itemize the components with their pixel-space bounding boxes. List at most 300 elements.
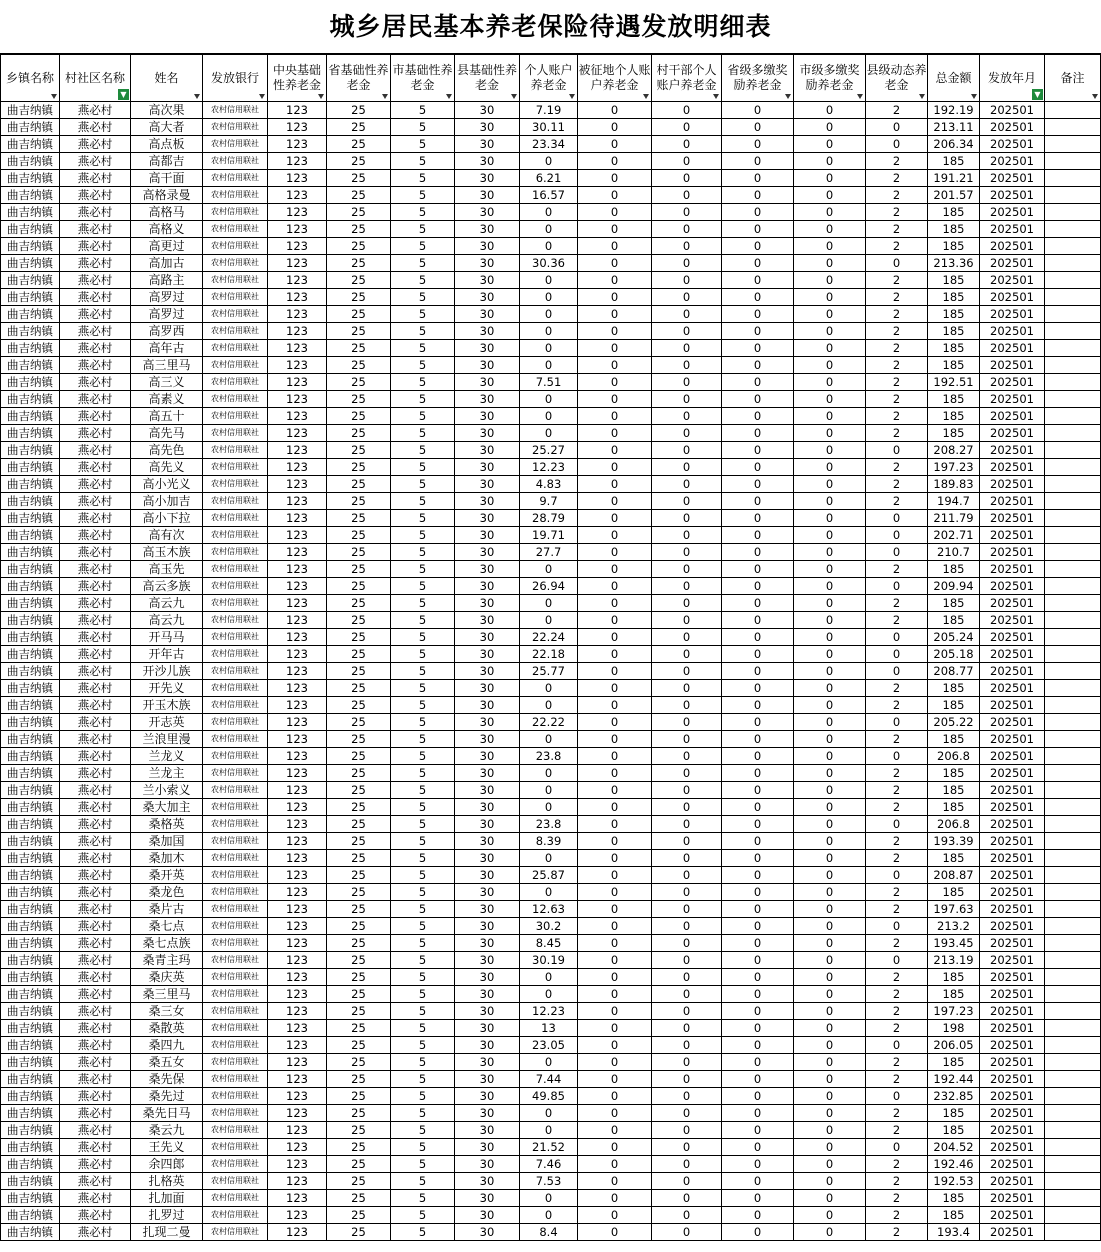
- table-cell[interactable]: 0: [520, 680, 578, 697]
- table-cell[interactable]: 7.51: [520, 374, 578, 391]
- table-cell[interactable]: 农村信用联社: [203, 646, 268, 663]
- table-cell[interactable]: 25: [327, 867, 391, 884]
- table-cell[interactable]: 0: [520, 1190, 578, 1207]
- table-cell[interactable]: 0: [578, 561, 652, 578]
- table-cell[interactable]: 曲吉纳镇: [1, 901, 60, 918]
- table-cell[interactable]: 0: [520, 884, 578, 901]
- table-cell[interactable]: 曲吉纳镇: [1, 697, 60, 714]
- filter-dropdown-icon[interactable]: [51, 94, 57, 99]
- table-cell[interactable]: 0: [722, 731, 794, 748]
- table-cell[interactable]: 30: [455, 1190, 520, 1207]
- table-cell[interactable]: 0: [866, 510, 928, 527]
- table-cell[interactable]: 202501: [980, 782, 1045, 799]
- table-cell[interactable]: 0: [652, 646, 722, 663]
- table-cell[interactable]: 0: [794, 238, 866, 255]
- table-cell[interactable]: [1045, 306, 1101, 323]
- table-cell[interactable]: 0: [794, 697, 866, 714]
- table-cell[interactable]: 开先义: [131, 680, 203, 697]
- table-cell[interactable]: 2: [866, 782, 928, 799]
- table-cell[interactable]: 202501: [980, 1224, 1045, 1241]
- table-cell[interactable]: 25: [327, 731, 391, 748]
- table-cell[interactable]: 0: [866, 714, 928, 731]
- table-cell[interactable]: 2: [866, 561, 928, 578]
- table-cell[interactable]: [1045, 918, 1101, 935]
- table-cell[interactable]: 0: [652, 476, 722, 493]
- table-cell[interactable]: 高更过: [131, 238, 203, 255]
- table-cell[interactable]: 兰龙主: [131, 765, 203, 782]
- table-cell[interactable]: 0: [578, 459, 652, 476]
- table-cell[interactable]: 25: [327, 1173, 391, 1190]
- table-cell[interactable]: 0: [652, 714, 722, 731]
- table-cell[interactable]: 曲吉纳镇: [1, 119, 60, 136]
- table-cell[interactable]: 0: [794, 748, 866, 765]
- table-cell[interactable]: 0: [578, 221, 652, 238]
- table-cell[interactable]: 189.83: [928, 476, 980, 493]
- table-cell[interactable]: 5: [391, 425, 455, 442]
- table-cell[interactable]: 农村信用联社: [203, 323, 268, 340]
- table-cell[interactable]: 农村信用联社: [203, 476, 268, 493]
- table-cell[interactable]: 202501: [980, 918, 1045, 935]
- table-cell[interactable]: 0: [722, 697, 794, 714]
- table-cell[interactable]: 5: [391, 1156, 455, 1173]
- table-cell[interactable]: 0: [652, 1037, 722, 1054]
- table-cell[interactable]: 0: [866, 1139, 928, 1156]
- table-cell[interactable]: 123: [268, 119, 327, 136]
- table-cell[interactable]: 0: [578, 867, 652, 884]
- table-cell[interactable]: 农村信用联社: [203, 578, 268, 595]
- table-cell[interactable]: 0: [520, 561, 578, 578]
- table-cell[interactable]: 2: [866, 697, 928, 714]
- table-cell[interactable]: 0: [578, 850, 652, 867]
- table-cell[interactable]: 曲吉纳镇: [1, 459, 60, 476]
- table-cell[interactable]: 5: [391, 408, 455, 425]
- table-cell[interactable]: 0: [722, 425, 794, 442]
- table-cell[interactable]: 5: [391, 323, 455, 340]
- table-cell[interactable]: 2: [866, 1054, 928, 1071]
- table-cell[interactable]: 燕必村: [60, 884, 131, 901]
- table-cell[interactable]: 0: [794, 391, 866, 408]
- table-cell[interactable]: 燕必村: [60, 238, 131, 255]
- table-cell[interactable]: 燕必村: [60, 1224, 131, 1241]
- table-cell[interactable]: 30: [455, 1020, 520, 1037]
- table-cell[interactable]: 5: [391, 136, 455, 153]
- table-cell[interactable]: 0: [652, 204, 722, 221]
- table-cell[interactable]: 0: [794, 765, 866, 782]
- table-cell[interactable]: 曲吉纳镇: [1, 629, 60, 646]
- table-cell[interactable]: 30: [455, 986, 520, 1003]
- table-cell[interactable]: 185: [928, 1105, 980, 1122]
- table-cell[interactable]: 0: [722, 884, 794, 901]
- table-cell[interactable]: 0: [722, 1156, 794, 1173]
- table-cell[interactable]: 燕必村: [60, 1105, 131, 1122]
- table-cell[interactable]: 0: [794, 1224, 866, 1241]
- table-cell[interactable]: [1045, 629, 1101, 646]
- table-cell[interactable]: 0: [866, 748, 928, 765]
- table-cell[interactable]: 燕必村: [60, 663, 131, 680]
- table-cell[interactable]: 燕必村: [60, 1207, 131, 1224]
- table-cell[interactable]: 123: [268, 901, 327, 918]
- table-cell[interactable]: 曲吉纳镇: [1, 238, 60, 255]
- table-cell[interactable]: 0: [722, 272, 794, 289]
- table-cell[interactable]: 25: [327, 221, 391, 238]
- table-cell[interactable]: 高格马: [131, 204, 203, 221]
- table-cell[interactable]: 123: [268, 408, 327, 425]
- table-cell[interactable]: 0: [722, 442, 794, 459]
- table-cell[interactable]: 30: [455, 204, 520, 221]
- table-cell[interactable]: 123: [268, 272, 327, 289]
- table-cell[interactable]: 25: [327, 935, 391, 952]
- table-cell[interactable]: 123: [268, 646, 327, 663]
- table-cell[interactable]: 185: [928, 782, 980, 799]
- table-cell[interactable]: 0: [866, 663, 928, 680]
- table-cell[interactable]: 曲吉纳镇: [1, 748, 60, 765]
- table-cell[interactable]: 123: [268, 833, 327, 850]
- table-cell[interactable]: [1045, 136, 1101, 153]
- table-cell[interactable]: 123: [268, 663, 327, 680]
- table-cell[interactable]: 2: [866, 1122, 928, 1139]
- table-cell[interactable]: 5: [391, 1224, 455, 1241]
- table-cell[interactable]: 0: [866, 578, 928, 595]
- table-cell[interactable]: 高次果: [131, 102, 203, 119]
- table-cell[interactable]: 202501: [980, 289, 1045, 306]
- table-cell[interactable]: 5: [391, 1071, 455, 1088]
- table-cell[interactable]: 30: [455, 663, 520, 680]
- table-cell[interactable]: 高加古: [131, 255, 203, 272]
- table-cell[interactable]: 0: [652, 816, 722, 833]
- table-cell[interactable]: 2: [866, 272, 928, 289]
- table-cell[interactable]: 曲吉纳镇: [1, 918, 60, 935]
- table-cell[interactable]: 0: [520, 731, 578, 748]
- table-cell[interactable]: 高先义: [131, 459, 203, 476]
- table-cell[interactable]: 0: [578, 1139, 652, 1156]
- table-cell[interactable]: 123: [268, 510, 327, 527]
- table-cell[interactable]: 30: [455, 629, 520, 646]
- table-cell[interactable]: 30: [455, 187, 520, 204]
- table-cell[interactable]: 30.36: [520, 255, 578, 272]
- table-cell[interactable]: 扎现二曼: [131, 1224, 203, 1241]
- table-cell[interactable]: 2: [866, 170, 928, 187]
- table-cell[interactable]: 0: [578, 1105, 652, 1122]
- table-cell[interactable]: 25: [327, 510, 391, 527]
- table-cell[interactable]: [1045, 952, 1101, 969]
- table-cell[interactable]: 25.27: [520, 442, 578, 459]
- table-cell[interactable]: 0: [794, 918, 866, 935]
- table-cell[interactable]: 123: [268, 748, 327, 765]
- table-cell[interactable]: 202501: [980, 459, 1045, 476]
- table-cell[interactable]: 5: [391, 476, 455, 493]
- table-cell[interactable]: 5: [391, 221, 455, 238]
- table-cell[interactable]: [1045, 1037, 1101, 1054]
- table-cell[interactable]: 0: [578, 493, 652, 510]
- table-cell[interactable]: 高罗过: [131, 289, 203, 306]
- table-cell[interactable]: 0: [520, 340, 578, 357]
- table-cell[interactable]: 30: [455, 680, 520, 697]
- table-cell[interactable]: 5: [391, 646, 455, 663]
- table-cell[interactable]: 185: [928, 272, 980, 289]
- table-cell[interactable]: 0: [794, 850, 866, 867]
- table-cell[interactable]: 曲吉纳镇: [1, 1156, 60, 1173]
- table-cell[interactable]: 开马马: [131, 629, 203, 646]
- table-cell[interactable]: 202501: [980, 697, 1045, 714]
- filter-dropdown-icon[interactable]: [382, 94, 388, 99]
- table-cell[interactable]: 农村信用联社: [203, 340, 268, 357]
- table-cell[interactable]: [1045, 425, 1101, 442]
- table-cell[interactable]: 燕必村: [60, 782, 131, 799]
- table-cell[interactable]: 0: [652, 731, 722, 748]
- table-cell[interactable]: 高玉木族: [131, 544, 203, 561]
- table-cell[interactable]: 0: [652, 595, 722, 612]
- table-cell[interactable]: 5: [391, 629, 455, 646]
- table-cell[interactable]: 0: [578, 408, 652, 425]
- table-cell[interactable]: 204.52: [928, 1139, 980, 1156]
- table-cell[interactable]: 高点板: [131, 136, 203, 153]
- table-cell[interactable]: 0: [578, 272, 652, 289]
- table-cell[interactable]: 0: [722, 1207, 794, 1224]
- table-cell[interactable]: [1045, 833, 1101, 850]
- table-cell[interactable]: 0: [652, 306, 722, 323]
- table-cell[interactable]: 192.19: [928, 102, 980, 119]
- table-cell[interactable]: 0: [520, 1054, 578, 1071]
- table-cell[interactable]: 22.24: [520, 629, 578, 646]
- table-cell[interactable]: 25: [327, 255, 391, 272]
- table-cell[interactable]: 高路主: [131, 272, 203, 289]
- table-cell[interactable]: 202501: [980, 1190, 1045, 1207]
- table-cell[interactable]: 5: [391, 1105, 455, 1122]
- table-cell[interactable]: 曲吉纳镇: [1, 799, 60, 816]
- table-cell[interactable]: 高年古: [131, 340, 203, 357]
- table-cell[interactable]: 0: [722, 357, 794, 374]
- table-cell[interactable]: 0: [722, 578, 794, 595]
- table-cell[interactable]: 曲吉纳镇: [1, 765, 60, 782]
- table-cell[interactable]: 0: [652, 357, 722, 374]
- table-cell[interactable]: 2: [866, 935, 928, 952]
- table-cell[interactable]: 曲吉纳镇: [1, 646, 60, 663]
- table-cell[interactable]: [1045, 323, 1101, 340]
- table-cell[interactable]: 农村信用联社: [203, 595, 268, 612]
- table-cell[interactable]: 30: [455, 510, 520, 527]
- table-cell[interactable]: 25: [327, 765, 391, 782]
- table-cell[interactable]: 0: [794, 1054, 866, 1071]
- table-cell[interactable]: 0: [722, 1139, 794, 1156]
- table-cell[interactable]: [1045, 272, 1101, 289]
- table-cell[interactable]: 0: [794, 731, 866, 748]
- table-cell[interactable]: 202501: [980, 1088, 1045, 1105]
- table-cell[interactable]: 0: [578, 578, 652, 595]
- table-cell[interactable]: 0: [794, 1105, 866, 1122]
- table-cell[interactable]: 0: [578, 816, 652, 833]
- table-cell[interactable]: 农村信用联社: [203, 153, 268, 170]
- table-cell[interactable]: 5: [391, 306, 455, 323]
- table-cell[interactable]: 曲吉纳镇: [1, 170, 60, 187]
- table-cell[interactable]: 0: [578, 306, 652, 323]
- table-cell[interactable]: 25: [327, 1224, 391, 1241]
- table-cell[interactable]: 23.8: [520, 816, 578, 833]
- table-cell[interactable]: 0: [866, 119, 928, 136]
- filter-dropdown-icon[interactable]: [643, 94, 649, 99]
- table-cell[interactable]: 30: [455, 969, 520, 986]
- table-cell[interactable]: 曲吉纳镇: [1, 527, 60, 544]
- table-cell[interactable]: 123: [268, 425, 327, 442]
- table-cell[interactable]: 0: [722, 986, 794, 1003]
- table-cell[interactable]: 曲吉纳镇: [1, 408, 60, 425]
- table-cell[interactable]: 185: [928, 306, 980, 323]
- table-cell[interactable]: 5: [391, 680, 455, 697]
- table-cell[interactable]: 0: [722, 765, 794, 782]
- table-cell[interactable]: 曲吉纳镇: [1, 1020, 60, 1037]
- table-cell[interactable]: 0: [794, 306, 866, 323]
- table-cell[interactable]: 燕必村: [60, 476, 131, 493]
- table-cell[interactable]: 0: [722, 969, 794, 986]
- table-cell[interactable]: 0: [722, 1173, 794, 1190]
- table-cell[interactable]: 202501: [980, 442, 1045, 459]
- table-cell[interactable]: 0: [794, 408, 866, 425]
- table-cell[interactable]: 202501: [980, 1207, 1045, 1224]
- table-cell[interactable]: 燕必村: [60, 1088, 131, 1105]
- table-cell[interactable]: 0: [578, 510, 652, 527]
- table-cell[interactable]: [1045, 867, 1101, 884]
- table-cell[interactable]: 农村信用联社: [203, 731, 268, 748]
- table-cell[interactable]: 123: [268, 527, 327, 544]
- table-cell[interactable]: 0: [578, 1122, 652, 1139]
- table-cell[interactable]: 0: [794, 1173, 866, 1190]
- table-cell[interactable]: 30: [455, 867, 520, 884]
- table-cell[interactable]: [1045, 1122, 1101, 1139]
- table-cell[interactable]: 曲吉纳镇: [1, 544, 60, 561]
- table-cell[interactable]: 202501: [980, 510, 1045, 527]
- table-cell[interactable]: 曲吉纳镇: [1, 357, 60, 374]
- table-cell[interactable]: 0: [722, 782, 794, 799]
- table-cell[interactable]: [1045, 391, 1101, 408]
- table-cell[interactable]: 燕必村: [60, 544, 131, 561]
- table-cell[interactable]: 0: [722, 629, 794, 646]
- table-cell[interactable]: 192.46: [928, 1156, 980, 1173]
- table-cell[interactable]: 农村信用联社: [203, 1071, 268, 1088]
- table-cell[interactable]: 30: [455, 833, 520, 850]
- table-cell[interactable]: 高罗过: [131, 306, 203, 323]
- table-cell[interactable]: 30: [455, 408, 520, 425]
- table-cell[interactable]: 曲吉纳镇: [1, 1037, 60, 1054]
- table-cell[interactable]: 曲吉纳镇: [1, 289, 60, 306]
- table-cell[interactable]: 0: [578, 476, 652, 493]
- table-cell[interactable]: 0: [794, 578, 866, 595]
- table-cell[interactable]: 0: [866, 1037, 928, 1054]
- table-cell[interactable]: 2: [866, 1224, 928, 1241]
- table-cell[interactable]: 30: [455, 1122, 520, 1139]
- table-cell[interactable]: 燕必村: [60, 850, 131, 867]
- table-cell[interactable]: 0: [794, 952, 866, 969]
- table-cell[interactable]: [1045, 1224, 1101, 1241]
- table-cell[interactable]: 25: [327, 1003, 391, 1020]
- table-cell[interactable]: 0: [578, 1224, 652, 1241]
- table-cell[interactable]: 2: [866, 799, 928, 816]
- table-cell[interactable]: 2: [866, 765, 928, 782]
- table-cell[interactable]: 农村信用联社: [203, 1003, 268, 1020]
- table-cell[interactable]: 燕必村: [60, 714, 131, 731]
- filter-active-icon[interactable]: ▼: [1032, 89, 1043, 100]
- table-cell[interactable]: 0: [520, 765, 578, 782]
- table-cell[interactable]: 7.46: [520, 1156, 578, 1173]
- table-cell[interactable]: [1045, 1190, 1101, 1207]
- table-cell[interactable]: 25: [327, 1088, 391, 1105]
- table-cell[interactable]: 2: [866, 884, 928, 901]
- table-cell[interactable]: 202501: [980, 1071, 1045, 1088]
- table-cell[interactable]: 25: [327, 969, 391, 986]
- table-cell[interactable]: 农村信用联社: [203, 833, 268, 850]
- table-cell[interactable]: 123: [268, 680, 327, 697]
- table-cell[interactable]: 0: [652, 799, 722, 816]
- table-cell[interactable]: 202501: [980, 663, 1045, 680]
- table-cell[interactable]: 0: [794, 1037, 866, 1054]
- table-cell[interactable]: 燕必村: [60, 595, 131, 612]
- table-cell[interactable]: 农村信用联社: [203, 272, 268, 289]
- table-cell[interactable]: 8.39: [520, 833, 578, 850]
- table-cell[interactable]: 0: [866, 136, 928, 153]
- table-cell[interactable]: 曲吉纳镇: [1, 153, 60, 170]
- table-cell[interactable]: 202501: [980, 425, 1045, 442]
- table-cell[interactable]: 25: [327, 1105, 391, 1122]
- table-cell[interactable]: 30: [455, 306, 520, 323]
- table-cell[interactable]: 0: [722, 221, 794, 238]
- table-cell[interactable]: 余四郎: [131, 1156, 203, 1173]
- table-cell[interactable]: 0: [794, 476, 866, 493]
- table-cell[interactable]: 燕必村: [60, 833, 131, 850]
- table-cell[interactable]: 0: [794, 969, 866, 986]
- table-cell[interactable]: 5: [391, 255, 455, 272]
- table-cell[interactable]: 曲吉纳镇: [1, 1071, 60, 1088]
- table-cell[interactable]: 2: [866, 1207, 928, 1224]
- table-cell[interactable]: 曲吉纳镇: [1, 323, 60, 340]
- table-cell[interactable]: 桑云九: [131, 1122, 203, 1139]
- table-cell[interactable]: 0: [578, 884, 652, 901]
- table-cell[interactable]: 2: [866, 340, 928, 357]
- table-cell[interactable]: 123: [268, 595, 327, 612]
- table-cell[interactable]: [1045, 442, 1101, 459]
- table-cell[interactable]: 高云多族: [131, 578, 203, 595]
- table-cell[interactable]: 0: [722, 1003, 794, 1020]
- table-cell[interactable]: 开玉木族: [131, 697, 203, 714]
- table-cell[interactable]: 曲吉纳镇: [1, 1207, 60, 1224]
- table-cell[interactable]: 2: [866, 408, 928, 425]
- table-cell[interactable]: 185: [928, 850, 980, 867]
- table-cell[interactable]: 208.87: [928, 867, 980, 884]
- table-cell[interactable]: 202501: [980, 765, 1045, 782]
- table-cell[interactable]: 202501: [980, 1105, 1045, 1122]
- table-cell[interactable]: 0: [794, 510, 866, 527]
- table-cell[interactable]: 0: [652, 1156, 722, 1173]
- table-cell[interactable]: 185: [928, 799, 980, 816]
- table-cell[interactable]: [1045, 527, 1101, 544]
- table-cell[interactable]: 0: [520, 391, 578, 408]
- table-cell[interactable]: 5: [391, 442, 455, 459]
- table-cell[interactable]: 曲吉纳镇: [1, 221, 60, 238]
- table-cell[interactable]: 30: [455, 578, 520, 595]
- table-cell[interactable]: 123: [268, 697, 327, 714]
- filter-dropdown-icon[interactable]: [971, 94, 977, 99]
- table-cell[interactable]: 2: [866, 374, 928, 391]
- table-cell[interactable]: 0: [794, 833, 866, 850]
- table-cell[interactable]: 123: [268, 1105, 327, 1122]
- filter-dropdown-icon[interactable]: [713, 94, 719, 99]
- table-cell[interactable]: 25: [327, 714, 391, 731]
- table-cell[interactable]: 0: [794, 272, 866, 289]
- table-cell[interactable]: 0: [722, 612, 794, 629]
- table-cell[interactable]: 5: [391, 850, 455, 867]
- table-cell[interactable]: 燕必村: [60, 1020, 131, 1037]
- table-cell[interactable]: 123: [268, 374, 327, 391]
- table-cell[interactable]: 0: [866, 952, 928, 969]
- table-cell[interactable]: 燕必村: [60, 323, 131, 340]
- table-cell[interactable]: 7.44: [520, 1071, 578, 1088]
